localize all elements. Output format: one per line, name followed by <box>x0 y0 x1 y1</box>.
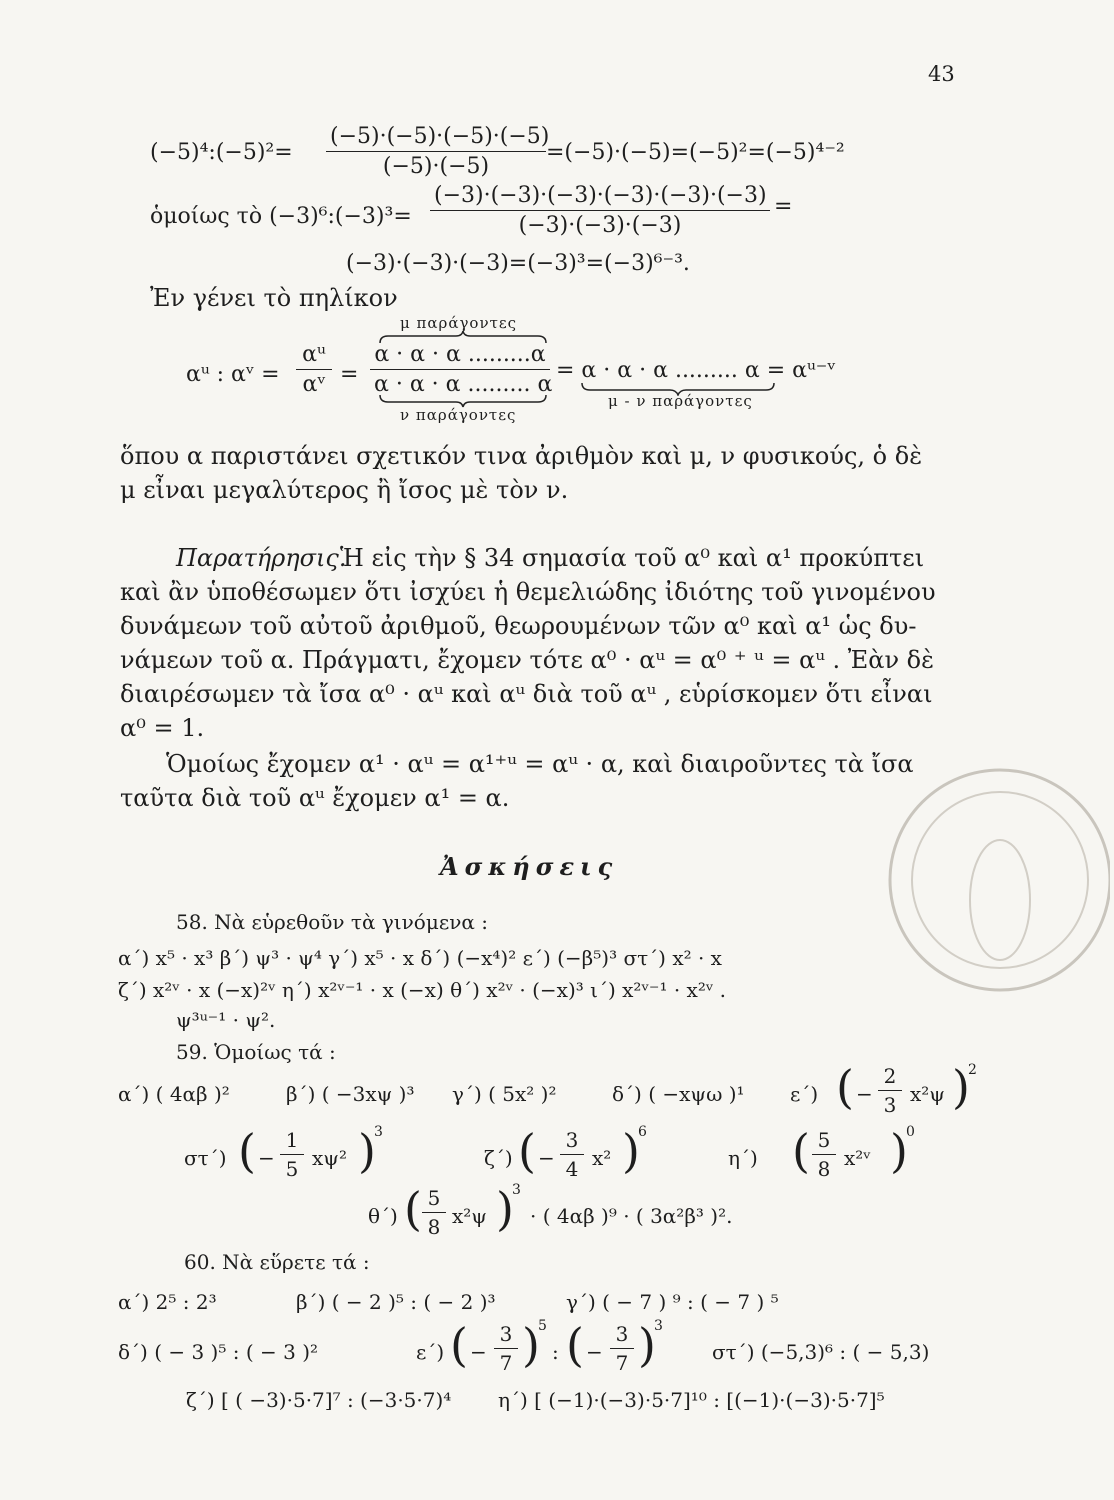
ex59-h-den: 8 <box>817 1157 831 1181</box>
ex59-e-label: ε΄) <box>790 1082 819 1106</box>
ex59-z-den: 4 <box>565 1157 579 1181</box>
ex60-b: β΄) ( − 2 )⁵ : ( − 2 )³ <box>296 1290 496 1314</box>
ex59-z-term: x² <box>592 1146 612 1170</box>
ex60-e-exp2: 3 <box>654 1318 663 1334</box>
general-small-num: αᵘ <box>296 342 332 370</box>
ex59-e-den: 3 <box>883 1093 897 1117</box>
ex59-th-num: 5 <box>422 1186 446 1213</box>
ex59-e-minus: − <box>856 1082 873 1106</box>
ex58-line2: ζ΄) x²ᵛ · x (−x)²ᵛ η΄) x²ᵛ⁻¹ · x (−x) θ΄) x²ᵛ · (−x)³ ι΄) x²ᵛ⁻¹ · x²ᵛ . <box>118 978 726 1002</box>
ex59-st-term: xψ² <box>312 1146 347 1170</box>
ex60-c: γ΄) ( − 7 ) ⁹ : ( − 7 ) ⁵ <box>566 1290 779 1314</box>
ex59-h-num: 5 <box>812 1128 836 1155</box>
para3-line1: Ὁμοίως ἔχομεν α¹ · αᵘ = α¹⁺ᵘ = αᵘ · α, καὶ διαιροῦντες τὰ ἴσα <box>166 750 914 778</box>
para2-line5: διαιρέσωμεν τὰ ἴσα α⁰ · αᵘ καὶ αᵘ διὰ τοῦ αᵘ , εὑρίσκομεν ὅτι εἶναι <box>120 680 933 708</box>
ex59-st-rparen: ) <box>358 1124 376 1178</box>
ex59-st-den: 5 <box>285 1157 299 1181</box>
eq1-fraction <box>326 124 550 179</box>
eq1-rhs: =(−5)·(−5)=(−5)²=(−5)⁴⁻² <box>546 140 845 165</box>
ex59-z-label: ζ΄) <box>484 1146 513 1170</box>
ex60-e-colon: : <box>552 1340 559 1364</box>
brace-label-top: μ παράγοντες <box>400 314 518 332</box>
ex59-st-num: 1 <box>280 1128 304 1155</box>
ex60-e-label: ε΄) <box>416 1340 445 1364</box>
general-small-fraction <box>296 342 332 397</box>
ex59-e-exp: 2 <box>968 1062 977 1078</box>
ex59-e-rparen: ) <box>952 1060 970 1114</box>
ex59-th-lparen: ( <box>404 1182 422 1236</box>
eq1-denominator: (−5)·(−5) <box>382 154 490 179</box>
ex60-e-fraction2 <box>610 1322 634 1375</box>
ex59-e-fraction <box>878 1064 902 1117</box>
ex59-h-exp: 0 <box>906 1124 915 1140</box>
ex60-e-num1: 3 <box>494 1322 518 1349</box>
eq2-numerator: (−3)·(−3)·(−3)·(−3)·(−3)·(−3) <box>430 183 770 211</box>
ex59-st-minus: − <box>258 1146 275 1170</box>
ex59-z-minus: − <box>538 1146 555 1170</box>
ex60-e-exp1: 5 <box>538 1318 547 1334</box>
ex60-d: δ΄) ( − 3 )⁵ : ( − 3 )² <box>118 1340 319 1364</box>
ex59-th-exp: 3 <box>512 1182 521 1198</box>
ex59-z-rparen: ) <box>622 1124 640 1178</box>
ex59-th-rparen: ) <box>496 1182 514 1236</box>
para2-line4: νάμεων τοῦ α. Πράγματι, ἔχομεν τότε α⁰ · αᵘ = α⁰ ⁺ ᵘ = αᵘ . Ἐὰν δὲ <box>120 646 935 674</box>
ex60-e-lparen2: ( <box>566 1318 584 1372</box>
ex59-h-term: x²ᵛ <box>844 1146 871 1170</box>
ex59-h-rparen: ) <box>890 1124 908 1178</box>
ex60-e-rparen2: ) <box>638 1318 656 1372</box>
ex59-e-num: 2 <box>878 1064 902 1091</box>
general-eq-sign: = <box>340 362 359 387</box>
ex59-c: γ΄) ( 5x² )² <box>452 1082 557 1106</box>
ex59-st-label: στ΄) <box>184 1146 227 1170</box>
ex60-a: α΄) 2⁵ : 2³ <box>118 1290 217 1314</box>
para1-line1: ὅπου α παριστάνει σχετικόν τινα ἀριθμὸν καὶ μ, ν φυσικούς, ὁ δὲ <box>120 442 923 470</box>
ex60-e-minus1: − <box>470 1340 487 1364</box>
ex59-h-label: η΄) <box>728 1146 758 1170</box>
ex60-h: η΄) [ (−1)·(−3)·5·7]¹⁰ : [(−1)·(−3)·5·7]⁵ <box>498 1388 885 1412</box>
ex60-e-rparen1: ) <box>522 1318 540 1372</box>
ex60-st: στ΄) (−5,3)⁶ : ( − 5,3) <box>712 1340 930 1364</box>
ex59-b: β΄) ( −3xψ )³ <box>286 1082 415 1106</box>
ex60-z: ζ΄) [ ( −3)·5·7]⁷ : (−3·5·7)⁴ <box>186 1388 452 1412</box>
general-intro: Ἐν γένει τὸ πηλίκον <box>150 284 398 312</box>
ex60-heading: 60. Νὰ εὕρετε τά : <box>184 1250 370 1274</box>
ex59-z-fraction <box>560 1128 584 1181</box>
general-rhs: = α · α · α ......... α = αᵘ⁻ᵛ <box>556 358 836 383</box>
para1-line2: μ εἶναι μεγαλύτερος ἢ ἴσος μὲ τὸν ν. <box>120 476 569 504</box>
general-numerator: α · α · α .........α <box>370 342 550 370</box>
ex59-st-exp: 3 <box>374 1124 383 1140</box>
eq2-denominator: (−3)·(−3)·(−3) <box>518 213 682 238</box>
library-stamp-mark <box>880 760 1110 1010</box>
ex59-z-num: 3 <box>560 1128 584 1155</box>
eq2-lhs: ὁμοίως τὸ (−3)⁶:(−3)³= <box>150 204 412 229</box>
ex58-line1: α΄) x⁵ · x³ β΄) ψ³ · ψ⁴ γ΄) x⁵ · x δ΄) (−x⁴)² ε΄) (−β⁵)³ στ΄) x² · x <box>118 946 722 970</box>
ex59-th-label: θ΄) <box>368 1204 398 1228</box>
para2-line3: δυνάμεων τοῦ αὐτοῦ ἀριθμοῦ, θεωρουμένων τῶν α⁰ καὶ α¹ ὡς δυ- <box>120 612 917 640</box>
brace-label-bottom-left: ν παράγοντες <box>400 406 517 424</box>
page-number: 43 <box>928 62 955 86</box>
ex60-e-den2: 7 <box>615 1351 629 1375</box>
ex59-e-term: x²ψ <box>910 1082 945 1106</box>
eq2-fraction <box>430 183 770 238</box>
eq3: (−3)·(−3)·(−3)=(−3)³=(−3)⁶⁻³. <box>346 251 690 276</box>
para2-line1: Ἡ εἰς τὴν § 34 σημασία τοῦ α⁰ καὶ α¹ προκύπτει <box>340 544 925 572</box>
ex60-e-fraction1 <box>494 1322 518 1375</box>
ex59-h-fraction <box>812 1128 836 1181</box>
ex59-st-lparen: ( <box>238 1124 256 1178</box>
para3-line2: ταῦτα διὰ τοῦ αᵘ ἔχομεν α¹ = α. <box>120 784 510 812</box>
ex59-z-exp: 6 <box>638 1124 647 1140</box>
general-fraction <box>370 342 553 397</box>
general-small-den: αᵛ <box>302 372 326 397</box>
ex59-th-fraction <box>422 1186 446 1239</box>
general-denominator: α · α · α ......... α <box>374 372 553 397</box>
ex59-a: α΄) ( 4αβ )² <box>118 1082 230 1106</box>
ex58-line3: ψ³ᵘ⁻¹ · ψ². <box>176 1008 276 1032</box>
general-lhs: αᵘ : αᵛ = <box>186 362 280 387</box>
ex59-h-lparen: ( <box>792 1124 810 1178</box>
ex60-e-lparen1: ( <box>450 1318 468 1372</box>
para2-line2: καὶ ἂν ὑποθέσωμεν ὅτι ἰσχύει ἡ θεμελιώδης ἰδιότης τοῦ γινομένου <box>120 578 936 606</box>
ex59-th-den: 8 <box>427 1215 441 1239</box>
ex60-e-num2: 3 <box>610 1322 634 1349</box>
ex60-e-minus2: − <box>586 1340 603 1364</box>
eq2-rhs: = <box>774 194 793 219</box>
ex59-d: δ΄) ( −xψω )¹ <box>612 1082 745 1106</box>
exercises-title: Ἀσκήσεις <box>440 852 619 881</box>
ex58-heading: 58. Νὰ εὑρεθοῦν τὰ γινόμενα : <box>176 910 488 934</box>
remark-label: Παρατήρησις. <box>176 544 347 572</box>
ex59-z-lparen: ( <box>518 1124 536 1178</box>
ex59-e-lparen: ( <box>836 1060 854 1114</box>
ex59-st-fraction <box>280 1128 304 1181</box>
para2-line6: α⁰ = 1. <box>120 714 205 742</box>
ex59-th-term: x²ψ <box>452 1204 487 1228</box>
brace-label-bottom-right: μ - ν παράγοντες <box>608 392 753 410</box>
eq1-lhs: (−5)⁴:(−5)²= <box>150 140 293 165</box>
ex60-e-den1: 7 <box>499 1351 513 1375</box>
eq1-numerator: (−5)·(−5)·(−5)·(−5) <box>326 124 546 152</box>
ex59-th-rest: · ( 4αβ )⁹ · ( 3α²β³ )². <box>530 1204 733 1228</box>
ex59-heading: 59. Ὁμοίως τά : <box>176 1040 336 1064</box>
